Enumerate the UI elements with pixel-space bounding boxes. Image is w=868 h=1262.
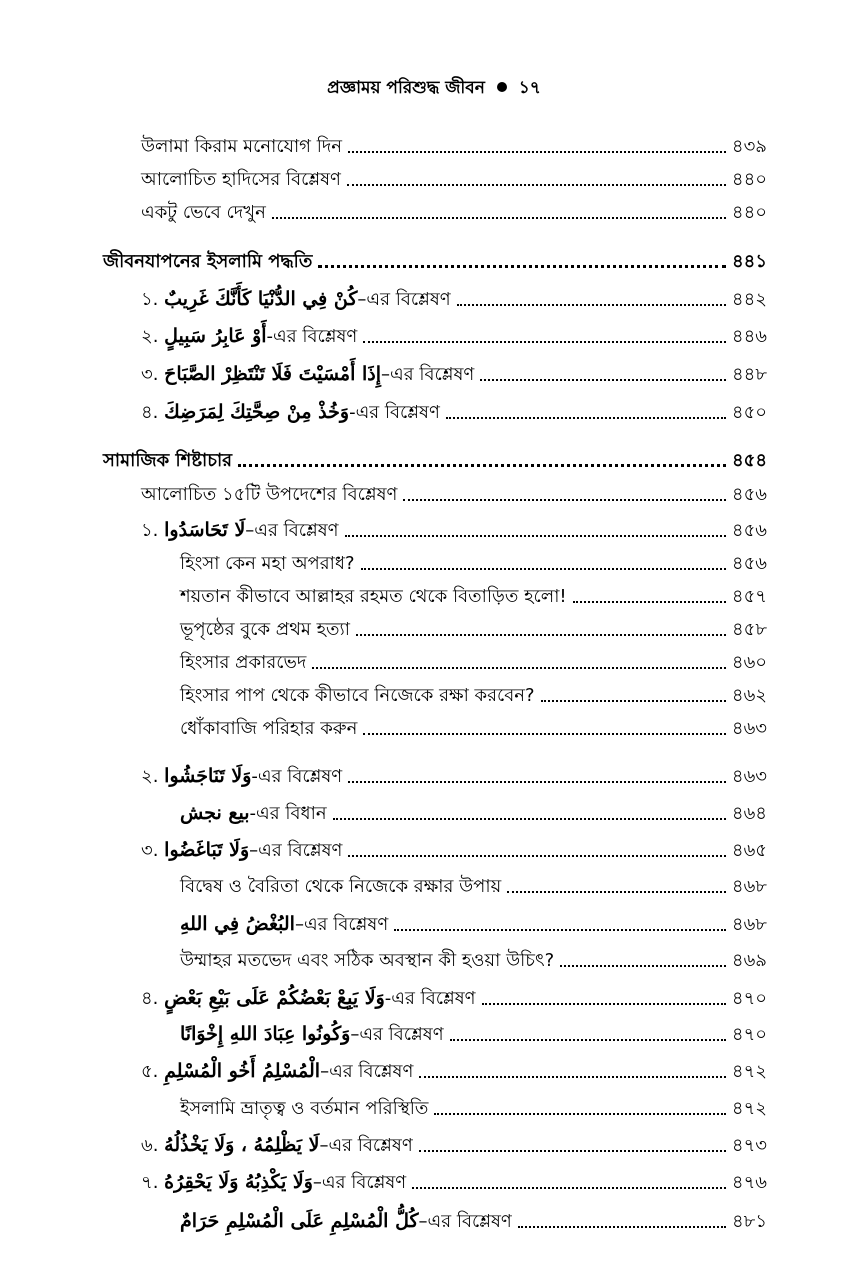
- toc-entry-title: ভূপৃষ্ঠের বুকে প্রথম হত্যা: [180, 619, 350, 640]
- toc-entry-title: ইসলামি ভ্রাতৃত্ব ও বর্তমান পরিস্থিতি: [180, 1098, 429, 1119]
- toc-entry-number: ১.: [141, 289, 159, 310]
- toc-entry-title: ধোঁকাবাজি পরিহার করুন: [180, 718, 358, 739]
- toc-entry-title: [180, 911, 394, 938]
- toc-entry: [180, 547, 767, 577]
- dot-leader: [419, 1150, 726, 1152]
- toc-entry: [141, 283, 767, 313]
- toc-entry: [141, 196, 767, 226]
- running-header-title: প্রজ্ঞাময় পরিশুদ্ধ জীবন: [327, 78, 485, 98]
- toc-entry-number: ৩.: [141, 364, 159, 385]
- toc-entry-title: [180, 1208, 518, 1235]
- toc-entry-number: ৩.: [141, 840, 159, 861]
- toc-page-number: ৪৬৮: [731, 914, 767, 935]
- toc-entry: [180, 1205, 767, 1235]
- toc-page-number: ৪৬২: [731, 685, 767, 706]
- dot-leader: [434, 1113, 726, 1115]
- toc-entry-suffix: -এর বিধান: [249, 803, 327, 824]
- toc-entry: [141, 478, 767, 508]
- toc-entry: [141, 834, 767, 864]
- toc-page-number: ৪৪৬: [731, 326, 767, 347]
- toc-entry-suffix: -এর বিশ্লেষণ: [251, 766, 343, 787]
- toc-entry-title: একটু ভেবে দেখুন: [141, 202, 266, 223]
- toc-entry: [141, 982, 767, 1012]
- toc-entry-arabic-text: وَكُونُوا عِبَادَ اللهِ إِخْوَانًا: [180, 1023, 351, 1045]
- dot-leader: [272, 217, 726, 219]
- toc-entry-title: সামাজিক শিষ্টাচার: [103, 450, 233, 471]
- toc-entry-arabic-text: الْمُسْلِمُ أَخُو الْمُسْلِمِ: [164, 1060, 321, 1082]
- toc-entry-number: ২.: [141, 326, 159, 347]
- dot-leader: [333, 818, 726, 820]
- dot-leader: [348, 781, 726, 783]
- toc-page-number: ৪৭২: [731, 1061, 767, 1082]
- toc-entry-number: ৬.: [141, 1135, 159, 1156]
- toc-entry-title: [141, 763, 348, 790]
- toc-entry: [180, 797, 767, 827]
- dot-leader: [450, 1039, 726, 1041]
- dot-leader: [361, 568, 726, 570]
- toc-page-number: ৪৪২: [731, 289, 767, 310]
- toc-entry-title: [141, 985, 482, 1012]
- toc-entry-arabic-text: كُنْ فِي الدُّنْيَا كَأَنَّكَ غَرِيبٌ: [164, 288, 358, 310]
- toc-entry-title: বিদ্বেষ ও বৈরিতা থেকে নিজেকে রক্ষার উপায়: [180, 876, 502, 897]
- toc-entry: [180, 870, 767, 900]
- toc-entry: [141, 1055, 767, 1085]
- dot-leader: [318, 265, 726, 268]
- toc-entry-title: হিংসা কেন মহা অপরাধ?: [180, 553, 355, 574]
- dot-leader: [518, 1226, 726, 1228]
- toc-entry: [180, 613, 767, 643]
- dot-leader: [403, 499, 726, 501]
- toc-page-number: ৪৭০: [731, 1024, 767, 1045]
- toc-entry-title: [141, 361, 480, 388]
- toc-entry-suffix: -এর বিশ্লেষণ: [349, 402, 440, 423]
- dot-leader: [541, 700, 726, 702]
- toc-entry-number: ৪.: [141, 402, 159, 423]
- toc-entry: [141, 760, 767, 790]
- toc-entry-arabic-text: لَا تَحَاسَدُوا: [164, 519, 246, 541]
- toc-entry-title: জীবনযাপনের ইসলামি পদ্ধতি: [103, 251, 313, 272]
- toc-entry-arabic-text: وَلَا يَبِعْ بَعْضُكُمْ عَلَى بَيْعِ بَعْضٍ: [164, 987, 385, 1009]
- toc-entry-title: হিংসার প্রকারভেদ: [180, 652, 307, 673]
- toc-entry-arabic-text: إِذَا أَمْسَيْتَ فَلَا تَنْتَظِرْ الصَّبَاحَ: [164, 363, 382, 385]
- toc-page-number: ৪৮১: [731, 1211, 767, 1232]
- toc-entry-suffix: –এর বিশ্লেষণ: [381, 364, 475, 385]
- toc-page-number: ৪৪৮: [731, 364, 767, 385]
- toc-entry: [180, 1018, 767, 1048]
- toc-entry-suffix: –এর বিশ্লেষণ: [245, 520, 339, 541]
- toc-entry-suffix: –এর বিশ্লেষণ: [319, 1135, 413, 1156]
- dot-leader: [419, 1076, 726, 1078]
- toc-entry-title: হিংসার পাপ থেকে কীভাবে নিজেকে রক্ষা করবেন?: [180, 685, 535, 706]
- dot-leader: [238, 464, 726, 467]
- toc-entry: [180, 646, 767, 676]
- dot-leader: [356, 634, 726, 636]
- dot-leader: [363, 733, 726, 735]
- dot-leader: [457, 304, 726, 306]
- toc-entry-title: [141, 323, 363, 350]
- toc-entry-number: ৫.: [141, 1061, 159, 1082]
- dot-leader: [482, 1003, 726, 1005]
- dot-leader: [345, 535, 726, 537]
- toc-entry-suffix: –এর বিশ্লেষণ: [357, 289, 451, 310]
- toc-page-number: ৪৫০: [731, 402, 767, 423]
- dot-leader: [480, 379, 726, 381]
- toc-page-number: ৪৫৬: [731, 520, 767, 541]
- toc-entry-arabic-text: البُغْضُ فِي اللهِ: [180, 913, 295, 935]
- toc-entry-title: [141, 517, 345, 544]
- toc-entry-number: ৪.: [141, 988, 159, 1009]
- toc-page-number: ৪৪০: [731, 202, 767, 223]
- toc-page-number: ৪৬৪: [731, 803, 767, 824]
- toc-page-number: ৪৪১: [731, 251, 767, 272]
- toc-page-number: ৪৬৯: [731, 950, 767, 971]
- dot-leader: [507, 891, 726, 893]
- toc-entry: [141, 320, 767, 350]
- toc-entry-title: আলোচিত ১৫টি উপদেশের বিশ্লেষণ: [141, 484, 398, 505]
- toc-entry-title: শয়তান কীভাবে আল্লাহর রহমত থেকে বিতাড়িত হলো!: [180, 586, 567, 607]
- toc-entry: [180, 944, 767, 974]
- toc-entry-title: [141, 837, 348, 864]
- toc-section-heading: [103, 245, 767, 275]
- toc-page-number: ৪৭৬: [731, 1172, 767, 1193]
- dot-leader: [312, 667, 726, 669]
- bullet-separator-icon: [497, 82, 507, 92]
- toc-entry: [141, 514, 767, 544]
- toc-page-number: ৪৬৫: [731, 840, 767, 861]
- dot-leader: [446, 417, 726, 419]
- toc-page-number: ৪৬৩: [731, 766, 767, 787]
- toc-entry: [141, 1129, 767, 1159]
- toc-entry-title: [141, 286, 457, 313]
- dot-leader: [347, 184, 726, 186]
- toc-page-number: ৪৫৬: [731, 553, 767, 574]
- running-header-page-number: ১৭: [518, 78, 541, 98]
- toc-entry-suffix: –এর বিশ্লেষণ: [294, 914, 389, 935]
- toc-entry-suffix: –এর বিশ্লেষণ: [350, 1024, 444, 1045]
- toc-entry-arabic-text: وَلَا يَكْذِبُهُ وَلَا يَحْقِرُهُ: [164, 1171, 313, 1193]
- toc-page-number: ৪৬৮: [731, 876, 767, 897]
- toc-entry: [180, 712, 767, 742]
- toc-entry-suffix: –এর বিশ্লেষণ: [320, 1061, 414, 1082]
- toc-entry-suffix: –এর বিশ্লেষণ: [312, 1172, 407, 1193]
- toc-entry-suffix: -এর বিশ্লেষণ: [266, 326, 358, 347]
- toc-entry: [180, 908, 767, 938]
- toc-entry-title: [141, 1169, 412, 1196]
- toc-entry-title: [141, 1058, 419, 1085]
- toc-entry-title: উম্মাহর মতভেদ এবং সঠিক অবস্থান কী হওয়া উচিৎ?: [180, 950, 555, 971]
- dot-leader: [363, 341, 726, 343]
- toc-entry: [141, 396, 767, 426]
- toc-page-number: ৪৫৪: [731, 450, 767, 471]
- toc-entry-arabic-text: بيع نجش: [180, 802, 250, 824]
- toc-page-number: ৪৩৯: [731, 136, 767, 157]
- toc-entry-title: উলামা কিরাম মনোযোগ দিন: [141, 136, 343, 157]
- toc-entry-title: [141, 399, 446, 426]
- toc-entry-suffix: -এর বিশ্লেষণ: [384, 988, 476, 1009]
- toc-entry-arabic-text: لَا يَظْلِمُهُ ، وَلَا يَخْذُلُهُ: [164, 1134, 320, 1156]
- toc-page-number: ৪৪০: [731, 169, 767, 190]
- toc-entry-arabic-text: وَلَا تَنَاجَشُوا: [164, 765, 252, 787]
- toc-page-number: ৪৫৬: [731, 484, 767, 505]
- dot-leader: [412, 1187, 726, 1189]
- toc-page-number: ৪৫৮: [731, 619, 767, 640]
- running-header: [0, 76, 868, 100]
- toc-entry: [180, 1092, 767, 1122]
- toc-entry-title: আলোচিত হাদিসের বিশ্লেষণ: [141, 169, 341, 190]
- toc-entry-number: ২.: [141, 766, 159, 787]
- toc-entry-arabic-text: كُلُّ الْمُسْلِمِ عَلَى الْمُسْلِمِ حَرَامٌ: [180, 1210, 419, 1232]
- toc-entry: [141, 358, 767, 388]
- toc-entry: [141, 130, 767, 160]
- toc-page-number: ৪৬০: [731, 652, 767, 673]
- toc-entry-title: [180, 800, 333, 827]
- toc-section-heading: [103, 444, 767, 474]
- toc-entry-suffix: –এর বিশ্লেষণ: [418, 1211, 512, 1232]
- toc-entry-arabic-text: وَلَا تَبَاغَضُوا: [164, 839, 250, 861]
- dot-leader: [573, 601, 726, 603]
- toc-entry-title: [180, 1021, 450, 1048]
- toc-entry-number: ১.: [141, 520, 159, 541]
- toc-entry: [141, 1166, 767, 1196]
- toc-entry-title: [141, 1132, 419, 1159]
- toc-page-number: ৪৬৩: [731, 718, 767, 739]
- toc-entry-arabic-text: أَوْ عَابِرُ سَبِيلٍ: [164, 325, 267, 347]
- toc-page-number: ৪৭২: [731, 1098, 767, 1119]
- toc-page-number: ৪৭০: [731, 988, 767, 1009]
- dot-leader: [348, 855, 726, 857]
- dot-leader: [394, 929, 726, 931]
- toc-page-number: ৪৫৭: [731, 586, 767, 607]
- dot-leader: [348, 151, 726, 153]
- dot-leader: [560, 965, 726, 967]
- toc-entry: [141, 163, 767, 193]
- toc-entry-suffix: –এর বিশ্লেষণ: [249, 840, 343, 861]
- toc-entry-number: ৭.: [141, 1172, 159, 1193]
- toc-entry: [180, 679, 767, 709]
- toc-entry: [180, 580, 767, 610]
- toc-page-number: ৪৭৩: [731, 1135, 767, 1156]
- toc-entry-arabic-text: وَخُذْ مِنْ صِحَّتِكَ لِمَرَضِكَ: [164, 401, 350, 423]
